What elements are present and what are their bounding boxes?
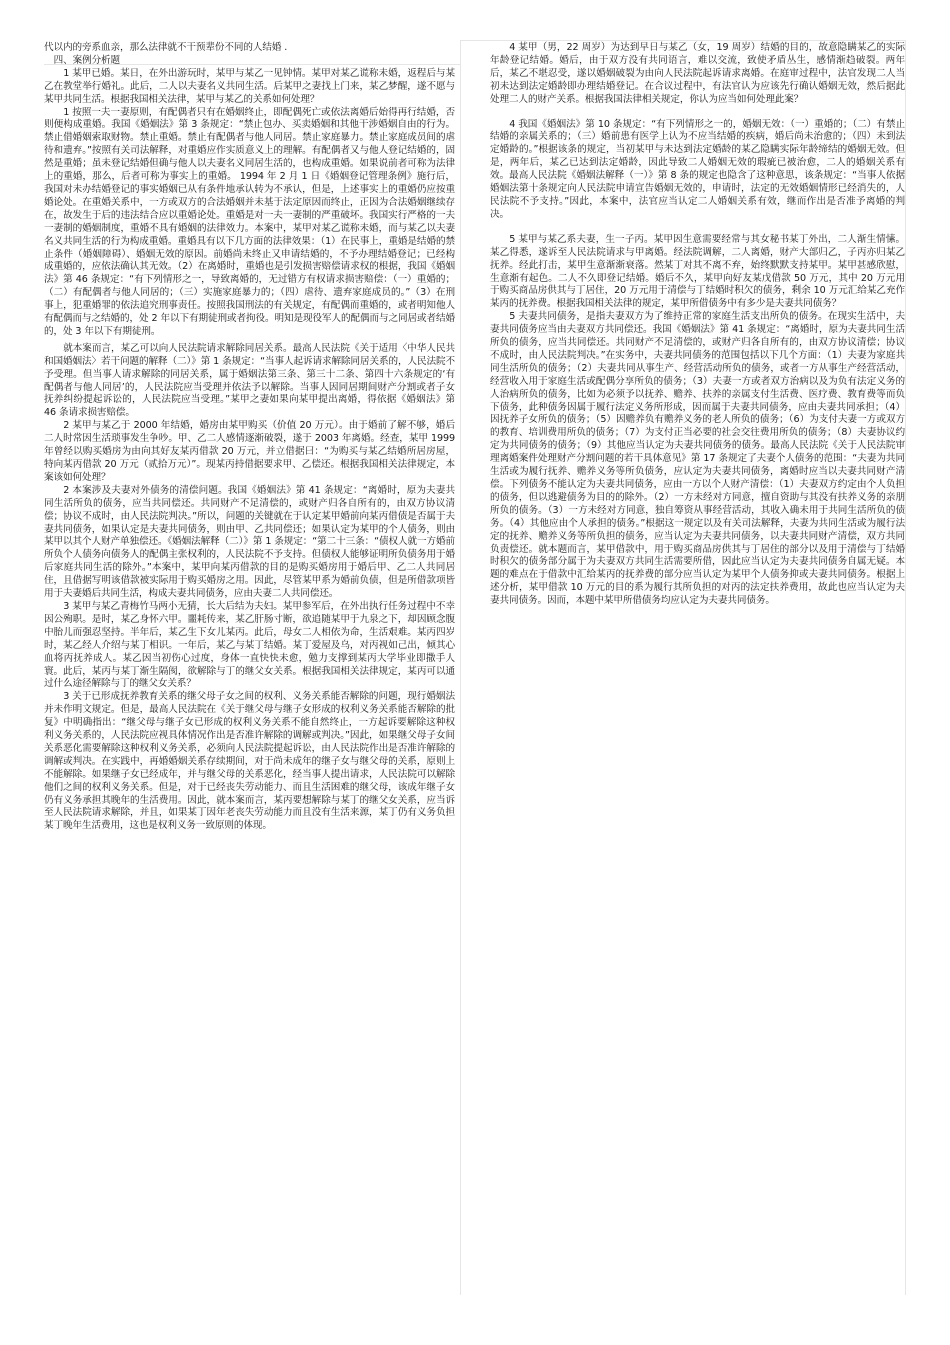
page-frame-top xyxy=(460,40,905,41)
case-answer-1: 1 按照一夫一妻原则，有配偶者只有在婚姻终止，即配偶死亡或依法离婚后始得再行结婚，否则便构成重婚。我国《婚姻法》第 3 条规定：“禁止包办、买卖婚姻和其他干涉婚姻自由的行为。禁止借婚姻索取财物。禁止重婚。禁止有配偶者与他人同居。禁止家庭暴力。禁止家庭成员间的虐待和遗弃。”按照有关司法解释，对重婚应作实质意义上的理解。有配偶者又与他人登记结婚的，固然是重婚；虽未登记结婚但确与他人以夫妻名义同居生活的，也构成重婚。如果说前者可称为法律上的重婚，那么，后者可称为事实上的重婚。 1994 年 2 月 1 日《婚姻登记管理条例》施行后，我国对未办结婚登记的事实婚姻已从有条件地承认转为不承认，但是，上述事实上的重婚仍应按重婚论处。在重婚关系中，一方或双方的合法婚姻并未基于法定原因而终止，正因为合法婚姻继续存在，故发生于后的违法结合应以重婚论处。重婚是对一夫一妻制的严重破坏。我国实行严格的一夫一妻制的婚姻制度，重婚不具有婚姻的法律效力。本案中，某甲对某乙谎称未婚，而与某乙以夫妻名义共同生活的行为构成重婚。重婚具有以下几方面的法律效果：（1）在民事上，重婚是结婚的禁止条件（婚姻障碍）、婚姻无效的原因。前婚尚未终止又申请结婚的，不予办理结婚登记；已经构成重婚的，应依法确认其无效。（2）在离婚时，重婚也是引发损害赔偿请求权的根据，我国《婚姻法》第 46 条规定：“有下列情形之一，导致离婚的，无过错方有权请求损害赔偿：（一）重婚的；（二）有配偶者与他人同居的；（三）实施家庭暴力的；（四）虐待、遗弃家庭成员的。”（3）在刑事上，犯重婚罪的依法追究刑事责任。按照我国刑法的有关规定，有配偶而重婚的，或者明知他人有配偶而与之结婚的，处 2 年以下有期徒刑或者拘役。明知是现役军人的配偶而与之同居或者结婚的，处 3 年以下有期徒刑。 xyxy=(44,106,455,337)
paragraph: 代以内的旁系血亲，那么法律就不干预辈份不同的人结婚 . xyxy=(44,42,288,53)
case-question-5: 5 某甲与某乙系夫妻，生一子丙。某甲因生意需要经常与其女秘书某丁外出，二人渐生情愫。某乙得悉，遂诉至人民法院请求与甲离婚。经法院调解，二人离婚，财产大部归乙，子丙亦归某乙抚养。经此打击，某甲生意渐渐衰落。然某丁对其不离不弃，始终默默支持某甲。某甲甚感欣慰，生意渐有起色。二人不久即登记结婚。婚后不久，某甲向好友某戊借款 50 万元，其中 20 万元用于购买商品房供其与丁居住，20 万元用于清偿与丁结婚时积欠的债务，剩余 10 万元汇给某乙充作某丙的抚养费。根据我国相关法律的规定，某甲所借债务中有多少是夫妻共同债务？ xyxy=(490,233,905,310)
case-answer-4: 4 我国《婚姻法》第 10 条规定：“有下列情形之一的，婚姻无效：（一）重婚的；（二）有禁止结婚的亲属关系的；（三）婚前患有医学上认为不应当结婚的疾病，婚后尚未治愈的；（四）未到法定婚龄的。”根据该条的规定，当初某甲与未达到法定婚龄的某乙隐瞒实际年龄缔结的婚姻无效。但是，两年后，某乙已达到法定婚龄，因此导致二人婚姻无效的瑕疵已被治愈，二人的婚姻关系有效。最高人民法院《婚姻法解释（一）》第 8 条的规定也隐含了这种意思，该条规定：“当事人依据婚姻法第十条规定向人民法院申请宣告婚姻无效的，申请时，法定的无效婚姻情形已经消失的，人民法院不予支持。”因此，本案中，法官应当认定二人婚姻关系有效，继而作出是否准予离婚的判决。 xyxy=(490,118,905,220)
case-question-1: 1 某甲已婚。某日，在外出游玩时，某甲与某乙一见钟情。某甲对某乙谎称未婚，返程后与某乙在教堂举行婚礼。此后，二人以夫妻名义共同生活。后某甲之妻找上门来，某乙梦醒，遂不愿与某甲共同生活。根据我国相关法律，某甲与某乙的关系如何处理？ xyxy=(44,67,455,105)
right-column xyxy=(490,42,905,608)
page-frame-right xyxy=(905,40,906,1295)
section-heading: 四、案例分析题 xyxy=(53,54,121,66)
left-column xyxy=(44,42,455,833)
page-frame-left xyxy=(460,40,461,1295)
case-question-3: 3 某甲与某乙青梅竹马两小无猜，长大后结为夫妇。某甲参军后，在外出执行任务过程中不幸因公殉职。是时，某乙身怀六甲。噩耗传来，某乙肝肠寸断，欲追随某甲于九泉之下，却因顾念腹中胎儿而强忍坚持。半年后，某乙生下女儿某丙。此后，母女二人相依为命，生活艰难。某丙四岁时，某乙经人介绍与某丁相识。一年后，某乙与某丁结婚。某丁爱屋及乌，对丙视如己出，倾其心血将丙抚养成人。某乙因当初伤心过度，身体一直快快未愈，勉力支撑到某丙大学毕业即撒手人寰。此后，某丙与某丁渐生隔阂，欲解除与丁的继父女关系。根据我国相关法律规定，某丙可以通过什么途径解除与丁的继父女关系？ xyxy=(44,600,455,690)
case-question-4: 4 某甲（男，22 周岁）为达到早日与某乙（女，19 周岁）结婚的目的，故意隐瞒某乙的实际年龄登记结婚。婚后，由于双方没有共同语言，难以交流，致使矛盾丛生，感情渐趋破裂。两年后，某乙不堪忍受，遂以婚姻破裂为由向人民法院起诉请求离婚。在庭审过程中，法官发现二人当初未达到法定婚龄即办理结婚登记。在合议过程中，有法官认为应该先行确认婚姻无效，然后据此处理二人的财产关系。根据我国法律相关规定，你认为应当如何处理此案？ xyxy=(490,42,905,105)
case-answer-3: 3 关于已形成抚养教育关系的继父母子女之间的权利、义务关系能否解除的问题，现行婚姻法并未作明文规定。但是，最高人民法院在《关于继父母与继子女形成的权利义务关系能否解除的批复》中明确指出：“继父母与继子女已形成的权利义务关系不能自然终止，一方起诉要解除这种权利义务关系的，人民法院应视具体情况作出是否准许解除的调解或判决。”因此，如果继父母子女间关系恶化需要解除这种权利义务关系，必须向人民法院提起诉讼，由人民法院作出是否准许解除的调解或判决。在实践中，再婚婚姻关系存续期间，对于尚未成年的继子女与继父母的关系，原则上不能解除。如果继子女已经成年，并与继父母的关系恶化，经当事人提出请求，人民法院可以解除他们之间的权利义务关系。但是，对于已经丧失劳动能力、而且生活困难的继父母，该成年继子女仍有义务承担其晚年的生活费用。因此，就本案而言，某丙要想解除与某丁的继父女关系，应当诉至人民法院请求解除，并且，如果某丁因年老丧失劳动能力而且没有生活来源，某丁仍有义务负担某丁晚年生活费用，这也是权利义务一致原则的体现。 xyxy=(44,691,455,832)
case-question-2: 2 某甲与某乙于 2000 年结婚，婚房由某甲购买（价值 20 万元）。由于婚前了解不够，婚后二人时常因生活琐事发生争吵。甲、乙二人感情逐渐破裂，遂于 2003 年离婚。经查，某甲 1999 年曾经以购买婚房为由向其好友某丙借款 20 万元，并立借据曰：“为购买与某乙结婚所居房屋，特向某丙借款 20 万元（贰拾万元）”。现某丙持借据要求甲、乙偿还。根据我国相关法律规定，本案该如何处理？ xyxy=(44,420,455,483)
case-answer-2: 2 本案涉及夫妻对外债务的清偿问题。我国《婚姻法》第 41 条规定：“离婚时，原为夫妻共同生活所负的债务，应当共同偿还。共同财产不足清偿的，或财产归各自所有的，由双方协议清偿；协议不成时，由人民法院判决。”所以，问题的关键就在于认定某甲婚前向某丙借债是否属于夫妻共同债务，如果认定是夫妻共同债务，则由甲、乙共同偿还；如果认定为某甲的个人债务，则由某甲以其个人财产单独偿还。《婚姻法解释（二）》第 1 条规定：“第二十三条：“债权人就一方婚前所负个人债务向债务人的配偶主张权利的，人民法院不予支持。但债权人能够证明所负债务用于婚后家庭共同生活的除外。”本案中，某甲向某丙借款的目的是购买婚房用于婚后甲、乙二人共同居住，且借据写明该借款被实际用于购买婚房之用。因此，尽管某甲系为婚前负债，但是所借款项皆用于夫妻婚后共同生活，构成夫妻共同债务，应由夫妻二人共同偿还。 xyxy=(44,484,455,600)
case-answer-5: 5 夫妻共同债务，是指夫妻双方为了维持正常的家庭生活支出所负的债务。在现实生活中，夫妻共同债务应当由夫妻双方共同偿还。我国《婚姻法》第 41 条规定：“离婚时，原为夫妻共同生活所负的债务，应当共同偿还。共同财产不足清偿的，或财产归各自所有的，由双方协议清偿；协议不成时，由人民法院判决。”在实务中，夫妻共同债务的范围包括以下几个方面：（1）夫妻为家庭共同生活所负的债务；（2）夫妻共同从事生产、经营活动所负的债务，或者一方从事生产经营活动，经营收入用于家庭生活或配偶分享所负的债务；（3）夫妻一方或者双方治病以及为负有法定义务的人治病所负的债务，比如为必须予以抚养、赡养、扶养的亲属支付生活费、医疗费、教育费等而负下债务，此种债务因属于履行法定义务所形成，因而属于夫妻共同债务，应由夫妻共同承担；（4）因抚养子女所负的债务；（5）因赡养负有赡养义务的老人所负的债务；（6）为支付夫妻一方或双方的教育、培训费用所负的债务；（7）为支付正当必要的社会交往费用所负的债务；（8）夫妻协议约定为共同债务的债务；（9）其他应当认定为夫妻共同债务的债务。最高人民法院《关于人民法院审理离婚案件处理财产分割问题的若干具体意见》第 17 条规定了夫妻个人债务的范围：“夫妻为共同生活或为履行抚养、赡养义务等所负债务，应认定为夫妻共同债务，离婚时应当以夫妻共同财产清偿。下列债务不能认定为夫妻共同债务，应由一方以个人财产清偿：（1）夫妻双方约定由个人负担的债务，但以逃避债务为目的的除外。（2）一方未经对方同意，擅自资助与其没有扶养义务的亲朋所负的债务。（3）一方未经对方同意，独自筹资从事经营活动，其收入确未用于共同生活所负的债务。（4）其他应由个人承担的债务。”根据这一规定以及有关司法解释，夫妻为共同生活或为履行法定的抚养、赡养义务等所负担的债务，应当认定为夫妻共同债务，以夫妻共同财产清偿，双方共同负责偿还。就本题而言，某甲借款中，用于购买商品房供其与丁居住的部分以及用于清偿与丁结婚时积欠的债务部分属于为夫妻双方共同生活需要所借，因此应当认定为夫妻共同债务自属无疑。本题的难点在于借款中汇给某丙的抚养费的部分应当认定为某甲个人债务抑或夫妻共同债务。根据上述分析，某甲借款 10 万元的目的系为履行其所负担的对丙的法定扶养费用，故此也应当认定为夫妻共同债务。因而，本题中某甲所借债务均应认定为夫妻共同债务。 xyxy=(490,311,905,607)
case-answer-1-conclusion: 就本案而言，某乙可以向人民法院请求解除同居关系。最高人民法院《关于适用〈中华人民共和国婚姻法〉若干问题的解释（二）》第 1 条规定：“当事人起诉请求解除同居关系的，人民法院不予受理。但当事人请求解除的同居关系，属于婚姻法第三条、第三十二条、第四十六条规定的‘有配偶者与他人同居’的，人民法院应当受理并依法予以解除。当事人因同居期间财产分割或者子女抚养纠纷提起诉讼的，人民法院应当受理。”某甲之妻如果向某甲提出离婚，得依据《婚姻法》第 46 条请求损害赔偿。 xyxy=(44,342,455,419)
